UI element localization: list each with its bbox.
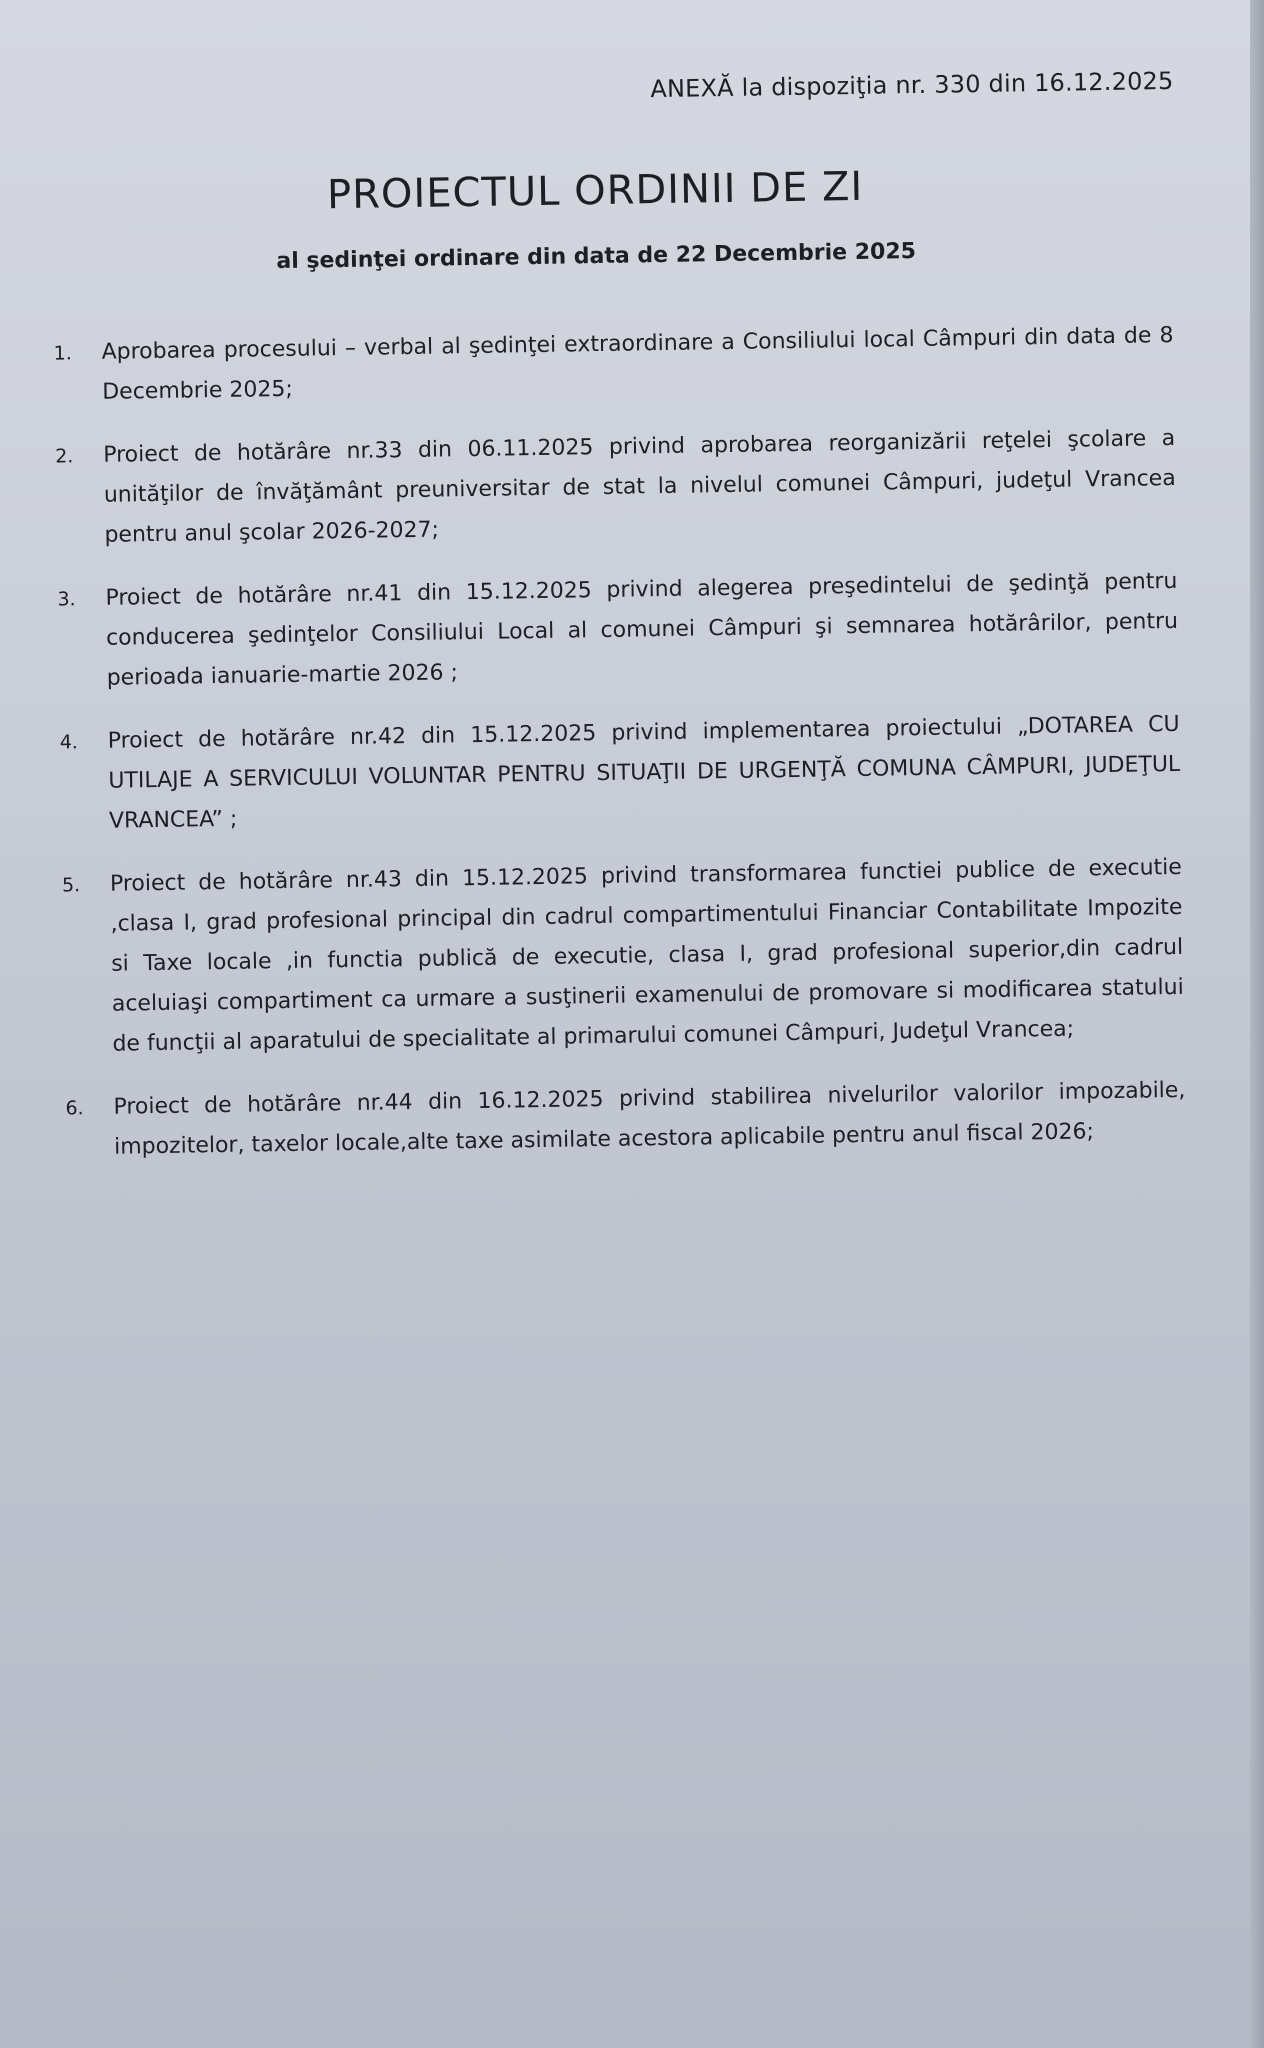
- agenda-item: [57, 562, 1179, 700]
- agenda-item: [59, 705, 1181, 843]
- agenda-item: [53, 316, 1174, 414]
- agenda-item-text: Proiect de hotărâre nr.41 din 15.12.2025 privind alegerea preşedintelui de şedinţă pentru conducerea şedinţelor Consiliului Local al comunei Câmpuri şi semnarea hotărârilor, pentru perioada ianuarie-martie 2026 ;: [105, 568, 1179, 691]
- agenda-list: [53, 316, 1186, 1191]
- agenda-item-number: 2.: [55, 445, 74, 468]
- agenda-item: [62, 848, 1185, 1066]
- annex-reference: ANEXĂ la dispoziţia nr. 330 din 16.12.2025: [650, 66, 1174, 104]
- agenda-item-text: Proiect de hotărâre nr.42 din 15.12.2025 privind implementarea proiectului „DOTAREA CU UTILAJE A SERVICULUI VOLUNTAR PENTRU SITUAŢII DE URGENŢĂ COMUNA CÂMPURI, JUDEŢUL VRANCEA” ;: [107, 711, 1181, 834]
- agenda-item-number: 6.: [65, 1097, 84, 1120]
- agenda-item-text: Proiect de hotărâre nr.44 din 16.12.2025 privind stabilirea nivelurilor valorilor impozabile, impozitelor, taxelor locale,alte taxe asimilate acestora aplicabile pentru anul fiscal 2026;: [113, 1077, 1186, 1160]
- agenda-item-text: Proiect de hotărâre nr.33 din 06.11.2025 privind aprobarea reorganizării reţelei şcolare a unităţilor de învăţământ preuniversitar de stat la nivelul comunei Câmpuri, judeţul Vrancea pentru anul şcolar 2026-2027;: [103, 425, 1176, 548]
- paper-edge-shadow: [1250, 0, 1264, 2048]
- agenda-item-text: Aprobarea procesului – verbal al şedinţei extraordinare a Consiliului local Câmpuri din data de 8 Decembrie 2025;: [101, 322, 1174, 405]
- agenda-item-number: 3.: [57, 588, 76, 611]
- document-title: PROIECTUL ORDINII DE ZI: [326, 163, 864, 219]
- agenda-item-text: Proiect de hotărâre nr.43 din 15.12.2025 privind transformarea functiei publice de executie ,clasa I, grad profesional principal din cadrul compartimentului Financiar Contabilitate Impozite si Taxe locale ,in functia publică de executie, clasa I, grad profesional superior,din cadrul aceluiaşi compartiment ca urmare a susţinerii examenului de promovare si modificarea statului de funcţii al aparatului de specialitate al primarului comunei Câmpuri, Judeţul Vrancea;: [109, 854, 1184, 1057]
- agenda-item-number: 5.: [61, 874, 81, 897]
- agenda-item-number: 4.: [59, 731, 79, 754]
- agenda-item-number: 1.: [53, 342, 72, 365]
- agenda-item: [55, 419, 1177, 557]
- agenda-item: [65, 1071, 1186, 1169]
- document-subtitle: al şedinţei ordinare din data de 22 Decembrie 2025: [276, 239, 917, 275]
